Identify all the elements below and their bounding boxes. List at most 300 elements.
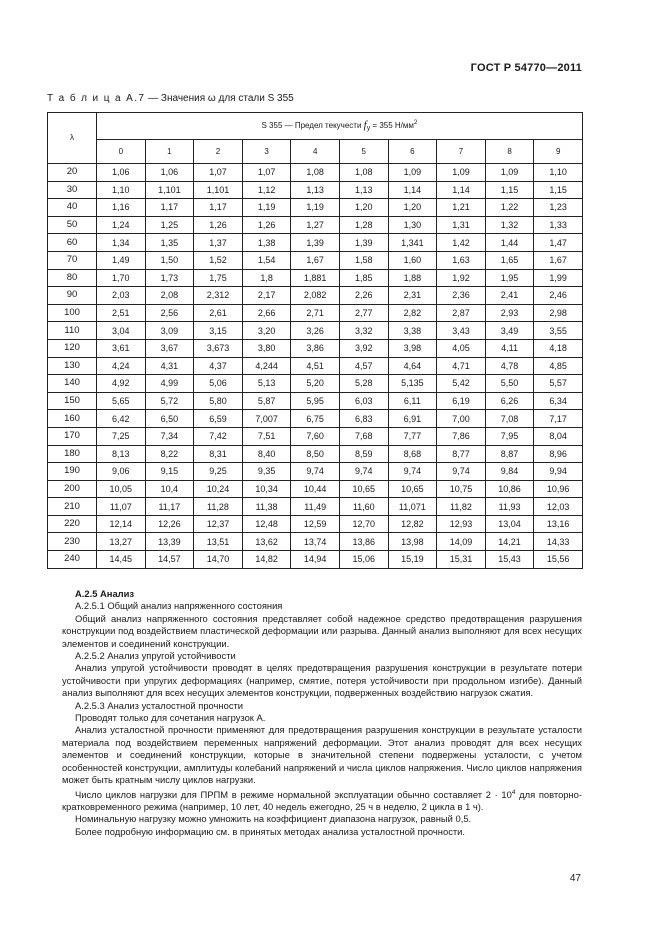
omega-cell: 2,08 [145, 287, 194, 305]
lambda-cell: 140 [48, 375, 97, 393]
span-symbol: f [363, 119, 367, 131]
omega-cell: 3,15 [194, 322, 243, 340]
omega-cell: 1,37 [194, 234, 243, 252]
omega-cell: 8,22 [145, 445, 194, 463]
omega-cell: 11,071 [388, 498, 437, 516]
omega-cell: 15,19 [388, 551, 437, 569]
omega-cell: 1,73 [145, 269, 194, 287]
omega-cell: 3,04 [97, 322, 146, 340]
column-index: 8 [485, 140, 534, 164]
lambda-cell: 210 [48, 498, 97, 516]
lambda-cell: 60 [48, 234, 97, 252]
omega-cell: 1,06 [145, 164, 194, 182]
omega-cell: 14,33 [534, 533, 583, 551]
lambda-cell: 80 [48, 269, 97, 287]
omega-cell: 1,63 [437, 251, 486, 269]
omega-cell: 2,36 [437, 287, 486, 305]
omega-cell: 12,14 [97, 515, 146, 533]
omega-cell: 13,04 [485, 515, 534, 533]
omega-cell: 8,40 [242, 445, 291, 463]
lambda-cell: 130 [48, 357, 97, 375]
table-row [48, 427, 583, 445]
omega-cell: 1,08 [339, 164, 388, 182]
omega-cell: 4,05 [437, 339, 486, 357]
lambda-cell: 110 [48, 322, 97, 340]
omega-cell: 13,98 [388, 533, 437, 551]
table-row [48, 199, 583, 217]
omega-cell: 1,92 [437, 269, 486, 287]
omega-cell: 15,43 [485, 551, 534, 569]
omega-cell: 13,86 [339, 533, 388, 551]
omega-cell: 2,26 [339, 287, 388, 305]
omega-cell: 5,06 [194, 375, 243, 393]
omega-cell: 1,54 [242, 251, 291, 269]
omega-cell: 1,15 [534, 181, 583, 199]
paragraph-1: Общий анализ напряженного состояния представляет собой надежное средство предотвращения разрушения конструкции под воздействием пластической деформации или разрыва. Данный анализ выполняют для всех несущих элементов и соединений конструкции. [62, 612, 582, 649]
omega-cell: 11,49 [291, 498, 340, 516]
omega-cell: 4,51 [291, 357, 340, 375]
omega-cell: 15,56 [534, 551, 583, 569]
omega-cell: 1,38 [242, 234, 291, 252]
lambda-cell: 100 [48, 304, 97, 322]
omega-cell: 1,881 [291, 269, 340, 287]
omega-cell: 1,07 [242, 164, 291, 182]
omega-cell: 1,10 [97, 181, 146, 199]
table-row [48, 533, 583, 551]
omega-cell: 12,26 [145, 515, 194, 533]
page-number: 47 [569, 873, 581, 884]
omega-cell: 9,06 [97, 463, 146, 481]
omega-cell: 3,55 [534, 322, 583, 340]
column-index: 2 [194, 140, 243, 164]
omega-cell: 9,74 [291, 463, 340, 481]
lambda-cell: 190 [48, 463, 97, 481]
omega-cell: 2,82 [388, 304, 437, 322]
omega-cell: 10,4 [145, 480, 194, 498]
omega-cell: 1,09 [485, 164, 534, 182]
omega-cell: 8,04 [534, 427, 583, 445]
omega-cell: 3,38 [388, 322, 437, 340]
table-row [48, 410, 583, 428]
omega-cell: 5,87 [242, 392, 291, 410]
yield-strength-header [97, 113, 583, 140]
span-suffix: = 355 Н/мм [370, 121, 414, 130]
omega-cell: 7,95 [485, 427, 534, 445]
omega-cell: 1,06 [97, 164, 146, 182]
omega-cell: 8,87 [485, 445, 534, 463]
table-row [48, 463, 583, 481]
lambda-cell: 50 [48, 216, 97, 234]
omega-cell: 1,09 [388, 164, 437, 182]
omega-cell: 2,46 [534, 287, 583, 305]
table-row [48, 287, 583, 305]
omega-cell: 4,37 [194, 357, 243, 375]
table-row [48, 551, 583, 569]
omega-cell: 1,13 [339, 181, 388, 199]
omega-cell: 7,25 [97, 427, 146, 445]
omega-cell: 10,86 [485, 480, 534, 498]
omega-cell: 11,17 [145, 498, 194, 516]
omega-cell: 8,13 [97, 445, 146, 463]
omega-cell: 1,20 [339, 199, 388, 217]
omega-cell: 9,15 [145, 463, 194, 481]
column-index: 3 [242, 140, 291, 164]
omega-cell: 3,20 [242, 322, 291, 340]
omega-cell: 4,31 [145, 357, 194, 375]
heading-a253: А.2.5.3 Анализ усталостной прочности [75, 699, 244, 711]
paragraph-6: Номинальную нагрузку можно умножить на коэффициент диапазона нагрузок, равный 0,5. [75, 813, 472, 825]
omega-cell: 1,47 [534, 234, 583, 252]
omega-cell: 10,75 [437, 480, 486, 498]
heading-a25: А.2.5 Анализ [75, 588, 135, 599]
omega-cell: 1,49 [97, 251, 146, 269]
omega-cell: 4,24 [97, 357, 146, 375]
omega-cell: 9,25 [194, 463, 243, 481]
paragraph-5-b: для повторно-кратковременного режима (например, 10 лет, 40 недель ежегодно, 25 ч в неделю, 2 цикла в 1 ч). [62, 788, 583, 812]
omega-cell: 1,85 [339, 269, 388, 287]
omega-cell: 7,08 [485, 410, 534, 428]
omega-cell: 6,50 [145, 410, 194, 428]
omega-cell: 1,20 [388, 199, 437, 217]
omega-cell: 9,94 [534, 463, 583, 481]
omega-cell: 1,25 [145, 216, 194, 234]
omega-cell: 1,10 [534, 164, 583, 182]
section-text [62, 588, 582, 838]
omega-cell: 3,26 [291, 322, 340, 340]
omega-cell: 1,17 [145, 199, 194, 217]
omega-cell: 2,61 [194, 304, 243, 322]
column-index: 7 [437, 140, 486, 164]
table-row [48, 515, 583, 533]
paragraph-5 [62, 787, 582, 814]
omega-cell: 2,93 [485, 304, 534, 322]
table-caption-text: — Значения ω для стали S 355 [145, 93, 294, 104]
omega-cell: 1,75 [194, 269, 243, 287]
omega-cell: 5,20 [291, 375, 340, 393]
omega-cell: 1,33 [534, 216, 583, 234]
omega-cell: 1,32 [485, 216, 534, 234]
omega-cell: 1,15 [485, 181, 534, 199]
omega-cell: 1,88 [388, 269, 437, 287]
omega-cell: 10,96 [534, 480, 583, 498]
omega-cell: 1,35 [145, 234, 194, 252]
lambda-cell: 160 [48, 410, 97, 428]
table-caption-label: Т а б л и ц а А.7 [47, 93, 146, 104]
omega-cell: 2,98 [534, 304, 583, 322]
omega-cell: 13,74 [291, 533, 340, 551]
omega-cell: 1,31 [437, 216, 486, 234]
omega-cell: 3,86 [291, 339, 340, 357]
omega-cell: 11,60 [339, 498, 388, 516]
standard-designation: ГОСТ Р 54770—2011 [470, 62, 582, 74]
omega-cell: 6,42 [97, 410, 146, 428]
omega-cell: 6,91 [388, 410, 437, 428]
omega-cell: 1,13 [291, 181, 340, 199]
omega-cell: 13,39 [145, 533, 194, 551]
heading-a252: А.2.5.2 Анализ упругой устойчивости [75, 650, 236, 662]
omega-cell: 1,30 [388, 216, 437, 234]
omega-cell: 10,44 [291, 480, 340, 498]
omega-cell: 4,57 [339, 357, 388, 375]
omega-cell: 5,80 [194, 392, 243, 410]
omega-cell: 1,26 [194, 216, 243, 234]
omega-cell: 14,21 [485, 533, 534, 551]
lambda-cell: 40 [48, 199, 97, 217]
omega-cell: 12,37 [194, 515, 243, 533]
omega-cell: 7,34 [145, 427, 194, 445]
table-row [48, 234, 583, 252]
omega-cell: 1,12 [242, 181, 291, 199]
table-row [48, 251, 583, 269]
column-index: 9 [534, 140, 583, 164]
omega-cell: 7,77 [388, 427, 437, 445]
table-row [48, 357, 583, 375]
omega-cell: 1,70 [97, 269, 146, 287]
omega-cell: 2,17 [242, 287, 291, 305]
omega-cell: 1,19 [291, 199, 340, 217]
lambda-cell: 170 [48, 427, 97, 445]
omega-cell: 5,65 [97, 392, 146, 410]
omega-cell: 1,08 [291, 164, 340, 182]
omega-cell: 1,24 [97, 216, 146, 234]
omega-cell: 3,673 [194, 339, 243, 357]
omega-cell: 2,03 [97, 287, 146, 305]
omega-cell: 4,78 [485, 357, 534, 375]
omega-cell: 9,74 [437, 463, 486, 481]
lambda-cell: 230 [48, 533, 97, 551]
omega-cell: 14,82 [242, 551, 291, 569]
omega-cell: 1,19 [242, 199, 291, 217]
omega-cell: 10,65 [388, 480, 437, 498]
paragraph-7: Более подробную информацию см. в принятых методах анализа усталостной прочности. [75, 825, 466, 837]
omega-cell: 6,34 [534, 392, 583, 410]
omega-cell: 1,26 [242, 216, 291, 234]
column-index: 0 [97, 140, 146, 164]
omega-cell: 3,98 [388, 339, 437, 357]
span-superscript: 2 [413, 119, 418, 126]
column-index-row [48, 140, 583, 164]
omega-cell: 3,43 [437, 322, 486, 340]
omega-cell: 3,80 [242, 339, 291, 357]
omega-cell: 13,62 [242, 533, 291, 551]
omega-cell: 12,93 [437, 515, 486, 533]
table-body [48, 164, 583, 569]
omega-cell: 7,007 [242, 410, 291, 428]
omega-cell: 7,17 [534, 410, 583, 428]
omega-cell: 13,27 [97, 533, 146, 551]
omega-cell: 6,75 [291, 410, 340, 428]
omega-cell: 14,94 [291, 551, 340, 569]
omega-cell: 2,77 [339, 304, 388, 322]
omega-cell: 14,57 [145, 551, 194, 569]
omega-cell: 1,44 [485, 234, 534, 252]
omega-cell: 13,51 [194, 533, 243, 551]
omega-cell: 3,92 [339, 339, 388, 357]
omega-cell: 9,74 [388, 463, 437, 481]
omega-cell: 1,14 [437, 181, 486, 199]
span-subscript: y [366, 125, 371, 132]
omega-cell: 6,19 [437, 392, 486, 410]
omega-values-table [47, 112, 583, 569]
omega-cell: 4,11 [485, 339, 534, 357]
table-row [48, 304, 583, 322]
omega-cell: 15,31 [437, 551, 486, 569]
table-caption [47, 93, 294, 104]
omega-cell: 4,18 [534, 339, 583, 357]
table-row [48, 181, 583, 199]
omega-cell: 5,13 [242, 375, 291, 393]
omega-cell: 8,31 [194, 445, 243, 463]
omega-cell: 9,35 [242, 463, 291, 481]
omega-cell: 9,74 [339, 463, 388, 481]
omega-cell: 1,65 [485, 251, 534, 269]
omega-cell: 6,03 [339, 392, 388, 410]
omega-cell: 1,34 [97, 234, 146, 252]
omega-cell: 14,70 [194, 551, 243, 569]
omega-cell: 8,77 [437, 445, 486, 463]
lambda-cell: 120 [48, 339, 97, 357]
omega-cell: 10,65 [339, 480, 388, 498]
omega-cell: 1,39 [339, 234, 388, 252]
omega-cell: 2,66 [242, 304, 291, 322]
omega-cell: 4,85 [534, 357, 583, 375]
table-row [48, 164, 583, 182]
omega-cell: 1,23 [534, 199, 583, 217]
omega-cell: 4,92 [97, 375, 146, 393]
omega-cell: 11,82 [437, 498, 486, 516]
omega-cell: 1,99 [534, 269, 583, 287]
omega-cell: 2,87 [437, 304, 486, 322]
omega-cell: 1,60 [388, 251, 437, 269]
omega-cell: 8,50 [291, 445, 340, 463]
omega-cell: 2,56 [145, 304, 194, 322]
omega-cell: 12,03 [534, 498, 583, 516]
omega-cell: 11,38 [242, 498, 291, 516]
omega-cell: 1,58 [339, 251, 388, 269]
omega-cell: 1,16 [97, 199, 146, 217]
table-row [48, 216, 583, 234]
omega-cell: 1,50 [145, 251, 194, 269]
omega-cell: 8,68 [388, 445, 437, 463]
omega-cell: 11,93 [485, 498, 534, 516]
omega-cell: 1,341 [388, 234, 437, 252]
omega-cell: 6,26 [485, 392, 534, 410]
table-row [48, 375, 583, 393]
paragraph-2: Анализ упругой устойчивости проводят в целях предотвращения разрушения конструкции в результате потери устойчивости при упругих деформациях (например, смятие, потеря устойчивости при продольном изгибе). Данный анализ выполняют для всех несущих элементов конструкции, подверженных воздействию нагрузок сжатия. [62, 662, 582, 699]
omega-cell: 10,24 [194, 480, 243, 498]
omega-cell: 7,42 [194, 427, 243, 445]
omega-cell: 3,67 [145, 339, 194, 357]
omega-cell: 1,21 [437, 199, 486, 217]
omega-cell: 1,07 [194, 164, 243, 182]
omega-cell: 2,41 [485, 287, 534, 305]
omega-cell: 4,71 [437, 357, 486, 375]
omega-cell: 1,22 [485, 199, 534, 217]
omega-cell: 6,11 [388, 392, 437, 410]
omega-cell: 12,70 [339, 515, 388, 533]
omega-cell: 2,082 [291, 287, 340, 305]
omega-cell: 7,51 [242, 427, 291, 445]
omega-cell: 1,67 [291, 251, 340, 269]
omega-cell: 1,101 [194, 181, 243, 199]
omega-cell: 15,06 [339, 551, 388, 569]
paragraph-4: Анализ усталостной прочности применяют для предотвращения разрушения конструкции в результате усталости материала под воздействием переменных напряжений деформации. Этот анализ проводят для всех несущих элементов и соединений конструкции, которые в значительной степени подвержены усталости, с учетом особенностей конструкции, амплитуды колебаний напряжений и числа циклов напряжения. Число циклов напряжения может быть кратным числу циклов нагрузки. [62, 724, 582, 786]
omega-cell: 3,32 [339, 322, 388, 340]
omega-cell: 4,99 [145, 375, 194, 393]
omega-cell: 11,07 [97, 498, 146, 516]
table-row [48, 269, 583, 287]
omega-cell: 12,82 [388, 515, 437, 533]
paragraph-3: Проводят только для сочетания нагрузок А. [75, 712, 266, 724]
omega-cell: 5,95 [291, 392, 340, 410]
table-row [48, 445, 583, 463]
omega-cell: 7,86 [437, 427, 486, 445]
omega-cell: 2,312 [194, 287, 243, 305]
lambda-cell: 240 [48, 551, 97, 569]
lambda-cell: 90 [48, 287, 97, 305]
column-index: 1 [145, 140, 194, 164]
omega-cell: 5,135 [388, 375, 437, 393]
omega-cell: 10,34 [242, 480, 291, 498]
omega-cell: 1,27 [291, 216, 340, 234]
heading-a251: А.2.5.1 Общий анализ напряженного состояния [75, 600, 283, 612]
omega-cell: 12,59 [291, 515, 340, 533]
table-row [48, 480, 583, 498]
omega-cell: 1,8 [242, 269, 291, 287]
column-index: 6 [388, 140, 437, 164]
omega-cell: 1,14 [388, 181, 437, 199]
lambda-header: λ [48, 113, 97, 164]
table-row [48, 339, 583, 357]
omega-cell: 7,00 [437, 410, 486, 428]
omega-cell: 14,09 [437, 533, 486, 551]
table-row [48, 392, 583, 410]
omega-cell: 6,83 [339, 410, 388, 428]
omega-cell: 1,52 [194, 251, 243, 269]
column-index: 4 [291, 140, 340, 164]
omega-cell: 5,72 [145, 392, 194, 410]
paragraph-5-sup: 4 [511, 788, 516, 796]
omega-cell: 5,57 [534, 375, 583, 393]
omega-cell: 1,67 [534, 251, 583, 269]
lambda-cell: 180 [48, 445, 97, 463]
omega-cell: 1,101 [145, 181, 194, 199]
omega-cell: 1,28 [339, 216, 388, 234]
omega-cell: 5,50 [485, 375, 534, 393]
omega-cell: 6,59 [194, 410, 243, 428]
omega-cell: 9,84 [485, 463, 534, 481]
omega-cell: 1,17 [194, 199, 243, 217]
omega-cell: 2,51 [97, 304, 146, 322]
table-row [48, 498, 583, 516]
omega-cell: 5,28 [339, 375, 388, 393]
omega-cell: 3,09 [145, 322, 194, 340]
omega-cell: 1,09 [437, 164, 486, 182]
paragraph-5-a: Число циклов нагрузки для ПРПМ в режиме нормальной эксплуатации обычно составляет 2 · 10 [75, 788, 512, 800]
omega-cell: 7,68 [339, 427, 388, 445]
omega-cell: 3,61 [97, 339, 146, 357]
lambda-cell: 70 [48, 251, 97, 269]
lambda-cell: 30 [48, 181, 97, 199]
omega-cell: 8,96 [534, 445, 583, 463]
omega-cell: 8,59 [339, 445, 388, 463]
omega-cell: 1,95 [485, 269, 534, 287]
omega-cell: 5,42 [437, 375, 486, 393]
omega-cell: 7,60 [291, 427, 340, 445]
lambda-cell: 220 [48, 515, 97, 533]
omega-cell: 10,05 [97, 480, 146, 498]
omega-cell: 13,16 [534, 515, 583, 533]
